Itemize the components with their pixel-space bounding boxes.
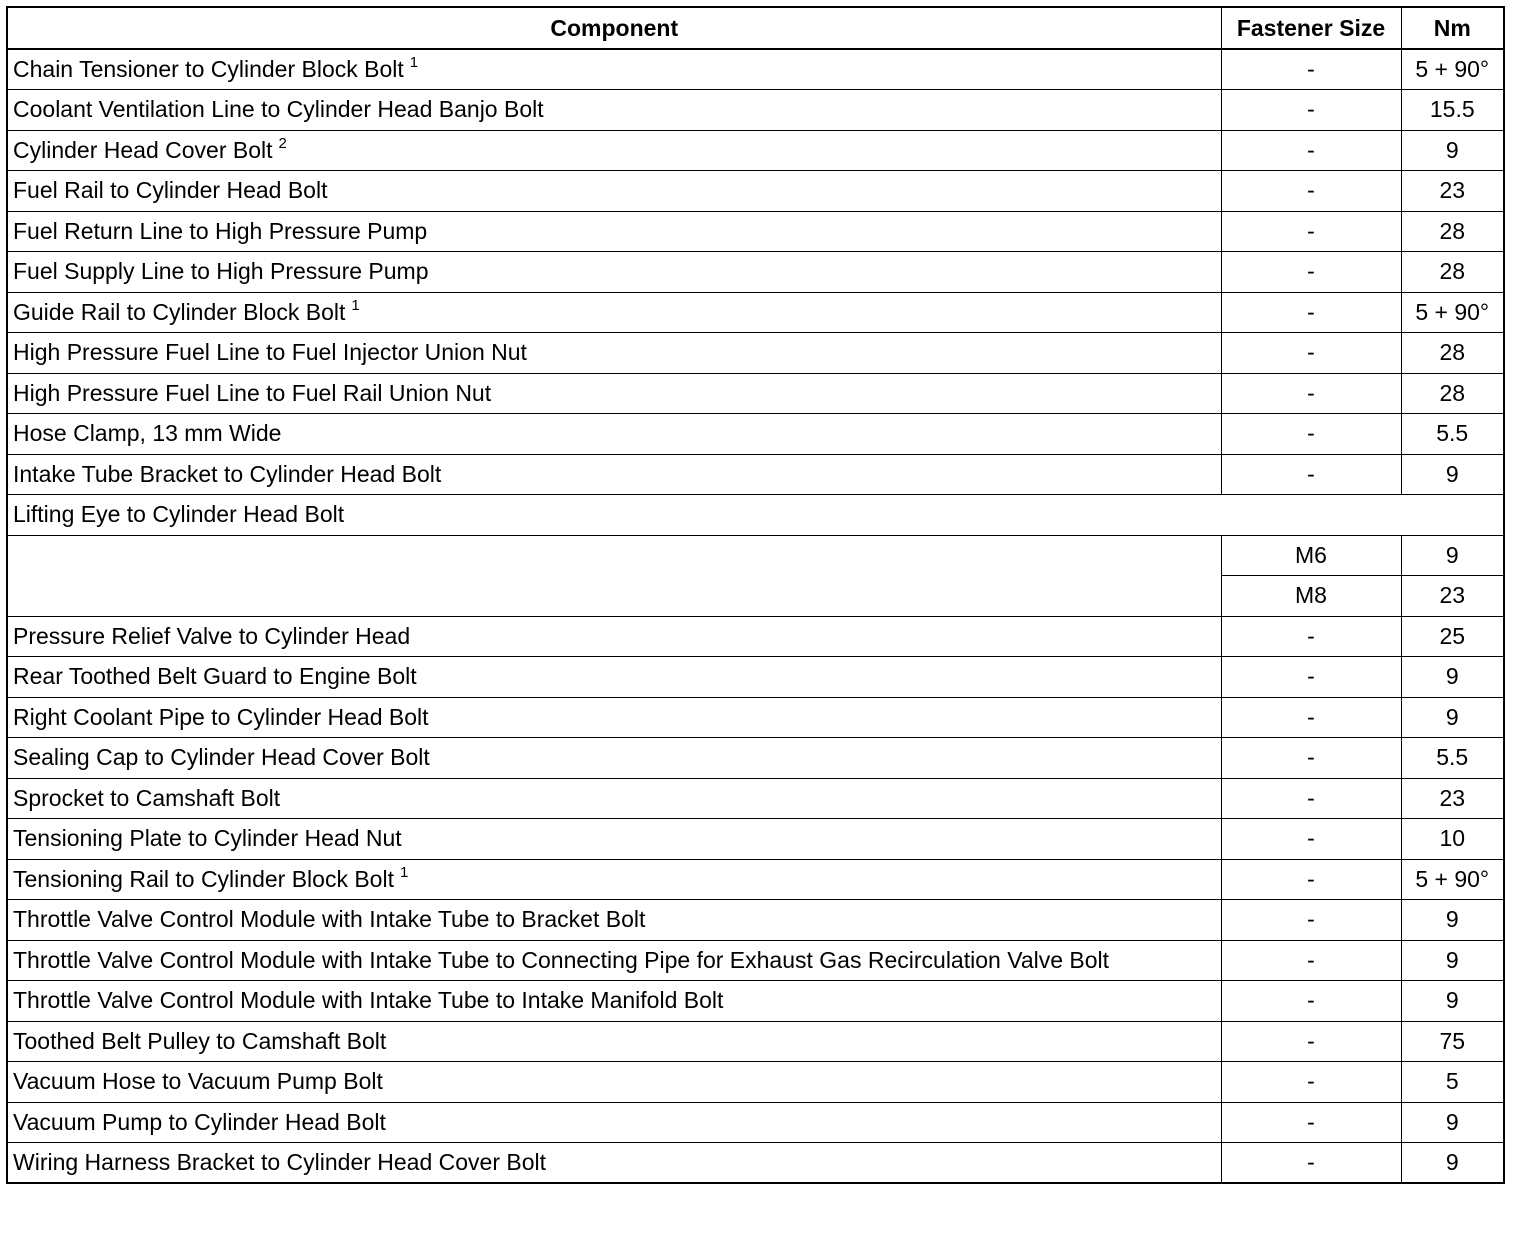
torque-value-cell: 5.5: [1401, 738, 1504, 779]
table-row: [7, 940, 1504, 981]
component-text: Cylinder Head Cover Bolt: [13, 136, 273, 163]
fastener-size-cell: -: [1221, 292, 1401, 333]
torque-value-cell: 5: [1401, 1062, 1504, 1103]
component-text: Throttle Valve Control Module with Intake Tube to Intake Manifold Bolt: [13, 987, 724, 1014]
component-cell: [7, 940, 1221, 981]
component-cell: [7, 1102, 1221, 1143]
fastener-size-cell: -: [1221, 454, 1401, 495]
torque-value-cell: 9: [1401, 454, 1504, 495]
table-row: [7, 292, 1504, 333]
table-row: [7, 616, 1504, 657]
fastener-size-cell: -: [1221, 738, 1401, 779]
torque-value-cell: 15.5: [1401, 90, 1504, 131]
fastener-size-cell: -: [1221, 697, 1401, 738]
component-cell: [7, 414, 1221, 455]
component-cell: [7, 738, 1221, 779]
fastener-size-cell: -: [1221, 1021, 1401, 1062]
table-row: [7, 49, 1504, 90]
torque-value-cell: 23: [1401, 778, 1504, 819]
torque-value-cell: 23: [1401, 171, 1504, 212]
torque-value-cell: 28: [1401, 373, 1504, 414]
component-text: High Pressure Fuel Line to Fuel Rail Union Nut: [13, 379, 492, 406]
torque-value-cell: 5 + 90°: [1401, 859, 1504, 900]
fastener-size-cell: -: [1221, 171, 1401, 212]
fastener-size-cell: -: [1221, 1143, 1401, 1184]
fastener-size-cell: -: [1221, 657, 1401, 698]
torque-value-cell: 9: [1401, 697, 1504, 738]
component-text: Right Coolant Pipe to Cylinder Head Bolt: [13, 703, 429, 730]
component-text: Throttle Valve Control Module with Intake Tube to Connecting Pipe for Exhaust Gas Recirculation Valve Bolt: [13, 946, 1110, 973]
component-cell: [7, 1143, 1221, 1184]
torque-value-cell: 28: [1401, 252, 1504, 293]
torque-value-cell: 28: [1401, 211, 1504, 252]
component-cell: [7, 1062, 1221, 1103]
component-cell: [7, 49, 1221, 90]
torque-value-cell: 9: [1401, 130, 1504, 171]
component-cell: [7, 292, 1221, 333]
torque-value-cell: 9: [1401, 535, 1504, 576]
component-cell: Lifting Eye to Cylinder Head Bolt: [7, 495, 1504, 536]
component-cell: [7, 1021, 1221, 1062]
empty-cell: [7, 535, 1221, 616]
table-row: [7, 373, 1504, 414]
component-text: Fuel Supply Line to High Pressure Pump: [13, 258, 429, 285]
torque-value-cell: 9: [1401, 657, 1504, 698]
torque-value-cell: 75: [1401, 1021, 1504, 1062]
torque-value-cell: 9: [1401, 1102, 1504, 1143]
table-row-group-header: [7, 495, 1504, 536]
table-row: [7, 1143, 1504, 1184]
footnote-marker: 1: [351, 296, 360, 314]
component-cell: [7, 900, 1221, 941]
fastener-size-cell: -: [1221, 900, 1401, 941]
torque-value-cell: 9: [1401, 981, 1504, 1022]
fastener-size-cell: M6: [1221, 535, 1401, 576]
table-row: [7, 859, 1504, 900]
component-cell: [7, 616, 1221, 657]
table-row: [7, 130, 1504, 171]
fastener-size-cell: -: [1221, 940, 1401, 981]
component-text: Intake Tube Bracket to Cylinder Head Bolt: [13, 460, 442, 487]
component-cell: [7, 252, 1221, 293]
component-text: Rear Toothed Belt Guard to Engine Bolt: [13, 663, 417, 690]
component-text: Sprocket to Camshaft Bolt: [13, 784, 281, 811]
fastener-size-cell: -: [1221, 373, 1401, 414]
component-cell: [7, 373, 1221, 414]
table-body: [7, 49, 1504, 1183]
torque-spec-table: [6, 6, 1505, 1184]
table-row: [7, 738, 1504, 779]
footnote-marker: 2: [278, 134, 287, 152]
table-row: [7, 697, 1504, 738]
header-component: Component: [7, 7, 1221, 49]
table-row: [7, 414, 1504, 455]
table-row: [7, 171, 1504, 212]
torque-value-cell: 25: [1401, 616, 1504, 657]
component-text: Hose Clamp, 13 mm Wide: [13, 420, 282, 447]
footnote-marker: 1: [409, 54, 419, 71]
component-cell: [7, 90, 1221, 131]
component-text: Sealing Cap to Cylinder Head Cover Bolt: [13, 744, 430, 771]
table-row: [7, 981, 1504, 1022]
fastener-size-cell: -: [1221, 414, 1401, 455]
header-fastener-size: Fastener Size: [1221, 7, 1401, 49]
component-cell: [7, 778, 1221, 819]
component-text: Guide Rail to Cylinder Block Bolt: [13, 298, 346, 325]
fastener-size-cell: -: [1221, 616, 1401, 657]
component-cell: [7, 211, 1221, 252]
table-row: [7, 1102, 1504, 1143]
component-cell: [7, 454, 1221, 495]
component-text: Vacuum Pump to Cylinder Head Bolt: [13, 1108, 386, 1135]
torque-value-cell: 5.5: [1401, 414, 1504, 455]
fastener-size-cell: -: [1221, 130, 1401, 171]
torque-value-cell: 23: [1401, 576, 1504, 617]
component-text: Wiring Harness Bracket to Cylinder Head Cover Bolt: [13, 1149, 547, 1175]
table-row: [7, 819, 1504, 860]
component-cell: [7, 171, 1221, 212]
table-row: [7, 90, 1504, 131]
fastener-size-cell: -: [1221, 819, 1401, 860]
fastener-size-cell: -: [1221, 778, 1401, 819]
component-text: Coolant Ventilation Line to Cylinder Head Banjo Bolt: [13, 96, 544, 123]
fastener-size-cell: -: [1221, 1102, 1401, 1143]
component-cell: [7, 657, 1221, 698]
table-sub-row: [7, 535, 1504, 576]
component-cell: [7, 333, 1221, 374]
component-text: Fuel Return Line to High Pressure Pump: [13, 217, 428, 244]
component-cell: [7, 130, 1221, 171]
component-cell: [7, 697, 1221, 738]
fastener-size-cell: M8: [1221, 576, 1401, 617]
component-text: Toothed Belt Pulley to Camshaft Bolt: [13, 1027, 387, 1054]
fastener-size-cell: -: [1221, 859, 1401, 900]
component-cell: [7, 819, 1221, 860]
table-row: [7, 454, 1504, 495]
table-row: [7, 900, 1504, 941]
table-row: [7, 211, 1504, 252]
component-cell: [7, 981, 1221, 1022]
component-text: Tensioning Rail to Cylinder Block Bolt: [13, 865, 394, 892]
table-row: [7, 657, 1504, 698]
component-cell: [7, 859, 1221, 900]
torque-value-cell: 9: [1401, 1143, 1504, 1184]
fastener-size-cell: -: [1221, 211, 1401, 252]
fastener-size-cell: -: [1221, 333, 1401, 374]
fastener-size-cell: -: [1221, 49, 1401, 90]
footnote-marker: 1: [399, 863, 409, 881]
fastener-size-cell: -: [1221, 981, 1401, 1022]
table-row: [7, 333, 1504, 374]
component-text: Pressure Relief Valve to Cylinder Head: [13, 622, 411, 649]
torque-value-cell: 5 + 90°: [1401, 49, 1504, 90]
table-row: [7, 1062, 1504, 1103]
header-row: [7, 7, 1504, 49]
torque-value-cell: 28: [1401, 333, 1504, 374]
fastener-size-cell: -: [1221, 1062, 1401, 1103]
torque-value-cell: 10: [1401, 819, 1504, 860]
header-nm: Nm: [1401, 7, 1504, 49]
fastener-size-cell: -: [1221, 90, 1401, 131]
table-row: [7, 1021, 1504, 1062]
table-row: [7, 252, 1504, 293]
component-text: Tensioning Plate to Cylinder Head Nut: [13, 825, 402, 852]
component-text: Throttle Valve Control Module with Intake Tube to Bracket Bolt: [13, 906, 646, 933]
fastener-size-cell: -: [1221, 252, 1401, 293]
component-text: Vacuum Hose to Vacuum Pump Bolt: [13, 1068, 383, 1095]
torque-value-cell: 5 + 90°: [1401, 292, 1504, 333]
component-text: Fuel Rail to Cylinder Head Bolt: [13, 177, 328, 204]
component-text: High Pressure Fuel Line to Fuel Injector Union Nut: [13, 339, 527, 366]
component-text: Chain Tensioner to Cylinder Block Bolt: [13, 56, 404, 82]
torque-value-cell: 9: [1401, 940, 1504, 981]
table-row: [7, 778, 1504, 819]
torque-value-cell: 9: [1401, 900, 1504, 941]
